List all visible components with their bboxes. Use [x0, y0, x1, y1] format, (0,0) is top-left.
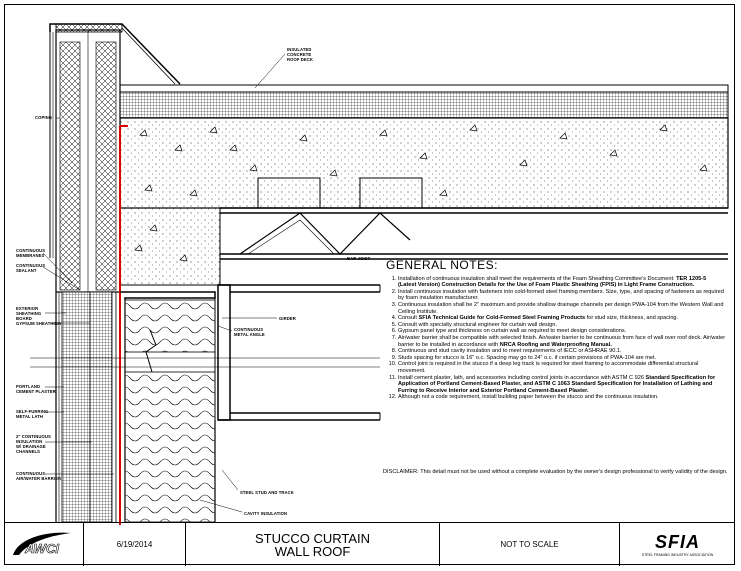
note-text: Consult with specialty structural engineer for curtain wall design. — [398, 321, 557, 328]
label-continuous-membranes: CONTINUOUS MEMBRANES — [16, 248, 46, 258]
note-item — [398, 348, 726, 355]
note-bold-text: TER 1205-5 (Latest Version) Construction Details for the Use of Foam Plastic Sheathing (FPIS) in Light Frame Construction. — [398, 275, 707, 289]
note-bold-text: SFIA Technical Guide for Cold-Formed Steel Framing Products — [418, 315, 586, 322]
note-text: Installation of continuous insulation shall meet the requirements of the Foam Sheathing Committee's Document: — [398, 275, 677, 282]
note-item — [398, 355, 726, 362]
label-steel-stud: STEEL STUD AND TRACK — [240, 490, 294, 495]
note-item — [398, 375, 726, 395]
note-bold-text: Standard Specification for Application of Portland Cement-Based Plaster, and ASTM C 1063 Standard Specification for Installation of Lathing and Furring to Receive Interior and Exterior Portland Cement-Based Plaster. — [398, 374, 716, 394]
note-text: Air/water barrier shall be compatible with selected finish. Air/water barrier to be continuous from face of wall over roof deck. Air/water barrier to be installed in accordance with — [398, 334, 726, 348]
note-text-post: for stud size, thickness, and spacing. — [585, 315, 679, 322]
label-air-barrier: CONTINUOUS AIR/WATER BARRIER — [16, 471, 62, 481]
tb-title — [185, 523, 439, 566]
note-text: Install cement plaster, lath, and accessories including control joints in accordance with ASTM C 926 — [398, 374, 646, 381]
label-continuous-sealant: CONTINUOUS SEALANT — [16, 263, 46, 273]
notes-list — [386, 276, 726, 401]
label-girder: GIRDER — [279, 316, 296, 321]
label-portland-cement-plaster: PORTLAND CEMENT PLASTER — [16, 384, 56, 394]
note-item — [398, 394, 726, 401]
awci-logo — [9, 527, 75, 560]
note-text: Control joint is required in the stucco if a deep leg track is required for steel framing to accommodate differential structural movement. — [398, 361, 699, 374]
note-bold-text: NRCA Roofing and Waterproofing Manual. — [499, 341, 612, 348]
cavity-insulation-lower — [125, 372, 215, 522]
label-coping: COPING — [35, 115, 53, 120]
notes-title: GENERAL NOTES: — [386, 258, 498, 272]
label-bar-joist: BAR JOIST — [347, 256, 371, 261]
note-text: Continuous insulation shall be 2" maximum and provide shallow drainage channels per design PWA-104 from the Western Wall and Ceiling Institute. — [398, 301, 724, 315]
tb-date: 6/19/2014 — [83, 523, 185, 566]
label-insulated-roof-deck: INSULATED CONCRETE ROOF DECK — [287, 47, 314, 62]
label-metal-lath: SELF-FURRING METAL LATH — [16, 409, 49, 419]
note-text: Studs spacing for stucco is 16" o.c. Spacing may go to 24" o.c. if certain provisions of PWA-104 are met. — [398, 354, 657, 361]
note-item — [398, 289, 726, 302]
tb-scale: NOT TO SCALE — [439, 523, 619, 566]
cavity-insulation-upper — [125, 300, 215, 352]
note-item — [398, 335, 726, 348]
tb-title-line1: STUCCO CURTAIN — [254, 530, 371, 546]
label-cavity-insulation: CAVITY INSULATION — [244, 511, 288, 516]
disclaimer: DISCLAIMER: This detail must not be used without a complete evaluation by the owner's design professional to verify validity of the design. — [383, 469, 728, 475]
awci-logo-text: AWCI — [25, 541, 59, 556]
note-text: Continuous and stud cavity insulation and to meet requirements of IECC or ASHRAE 90.1. — [398, 348, 622, 355]
label-continuous-insulation: 2" CONTINUOUS INSULATION W/ DRAINAGE CHANNELS — [16, 434, 51, 454]
note-item — [398, 361, 726, 374]
note-text: Consult — [398, 315, 419, 322]
note-item — [398, 315, 726, 322]
label-metal-angle: CONTINUOUS METAL ANGLE — [234, 327, 265, 337]
tb-title-line2: WALL ROOF — [274, 543, 351, 559]
label-gypsum-sheathing: GYPSUM SHEATHING — [16, 321, 62, 326]
note-item — [398, 328, 726, 335]
label-exterior-board: EXTERIOR SHEATHING BOARD — [16, 306, 42, 321]
sfia-logo-sub: STEEL FRAMING INDUSTRY ASSOCIATION — [641, 553, 714, 557]
note-text: Although not a code requirement, install building paper between the stucco and the continuous insulation. — [398, 394, 659, 401]
note-text: Install continuous insulation with fasteners into cold-formed steel framing members. Size, type, and spacing of fasteners as required by foam insulation manufacturer. — [398, 288, 724, 302]
note-item — [398, 302, 726, 315]
general-notes — [386, 258, 726, 401]
note-item — [398, 322, 726, 329]
sfia-logo-text: SFIA — [654, 532, 700, 552]
title-block — [4, 522, 735, 566]
tb-sfia-logo — [619, 523, 735, 566]
note-text: Gypsum panel type and thickness on curtain wall as required to meet design considerations. — [398, 328, 627, 335]
note-item — [398, 276, 726, 289]
